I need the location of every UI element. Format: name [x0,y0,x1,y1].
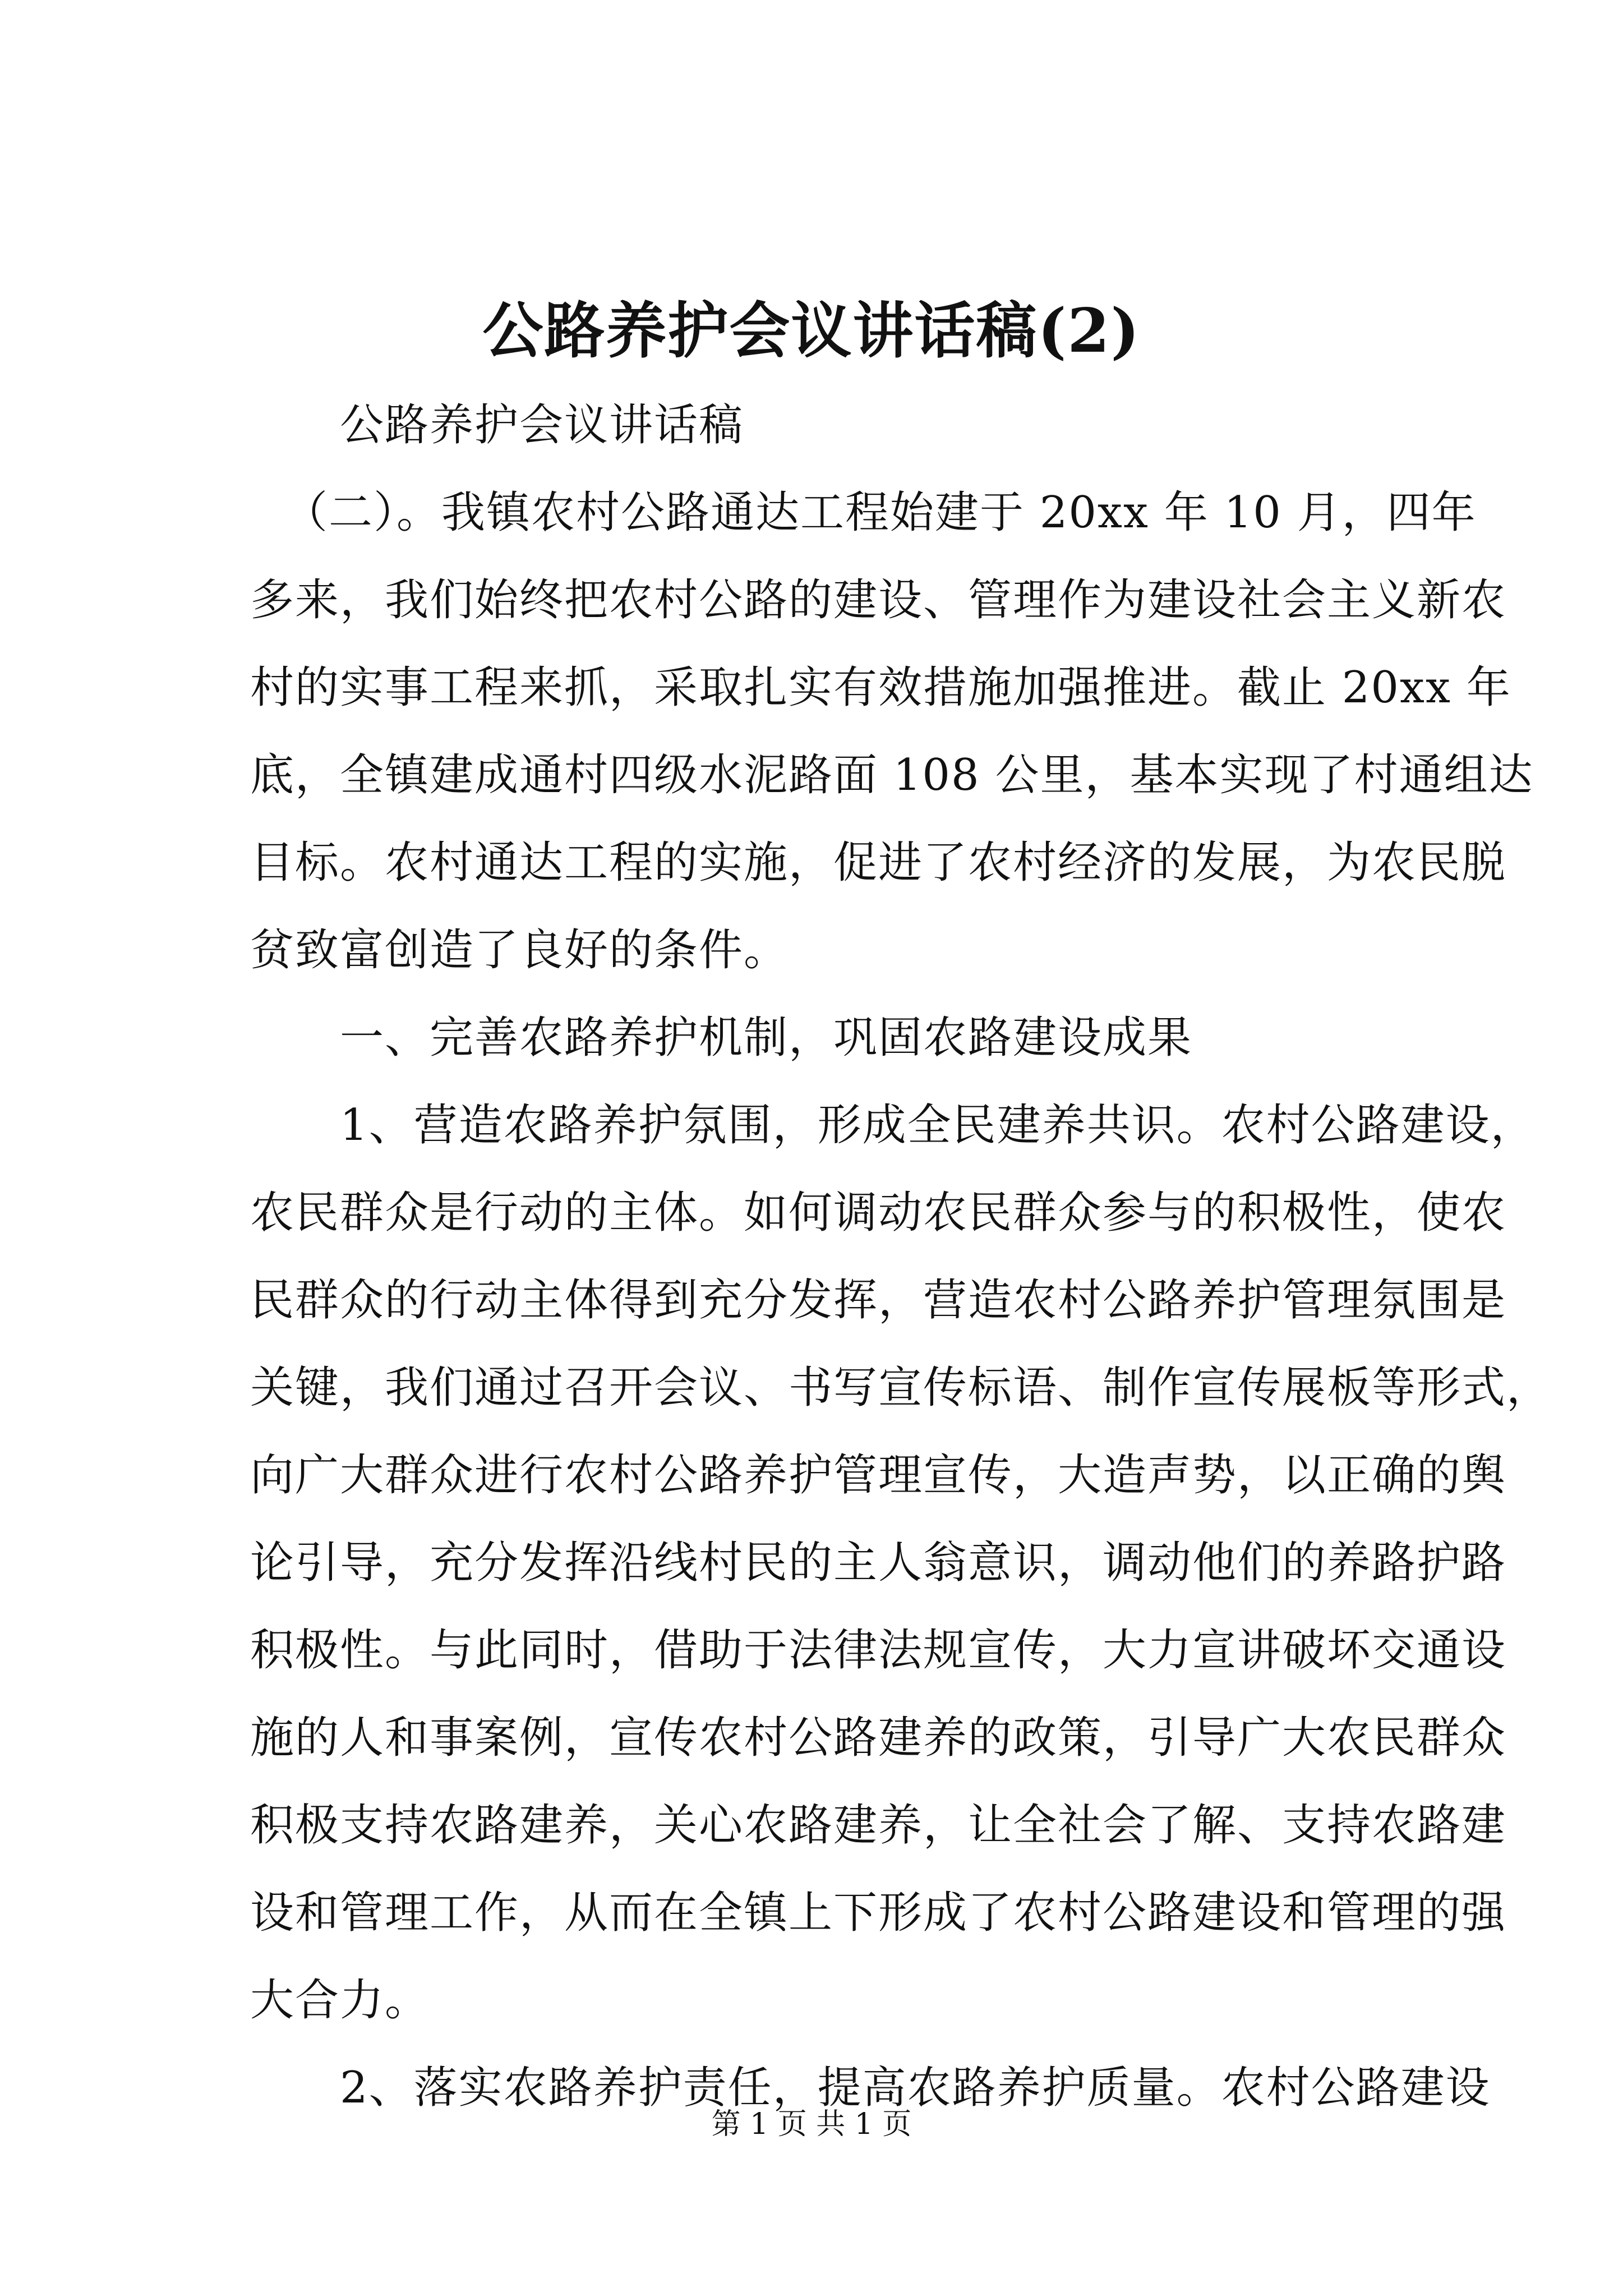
paragraph-line: 积极性。与此同时，借助于法律法规宣传，大力宣讲破坏交通设 [250,1625,1507,1676]
paragraph-line: 论引导，充分发挥沿线村民的主人翁意识，调动他们的养路护路 [250,1538,1507,1588]
paragraph-line: 关键，我们通过召开会议、书写宣传标语、制作宣传展板等形式， [250,1363,1552,1413]
paragraph-line: 一、完善农路养护机制，巩固农路建设成果 [340,1013,1193,1063]
paragraph-line: 底，全镇建成通村四级水泥路面 108 公里，基本实现了村通组达 [250,750,1534,800]
paragraph-subtitle [250,381,1422,469]
paragraph-line: 施的人和事案例，宣传农村公路建养的政策，引导广大农民群众 [250,1713,1507,1763]
paragraph-line: 积极支持农路建养，关心农路建养，让全社会了解、支持农路建 [250,1800,1507,1851]
section-heading [250,994,1422,1082]
page-footer: 第 1 页 共 1 页 [711,2108,912,2141]
paragraph-line: 农民群众是行动的主体。如何调动农民群众参与的积极性，使农 [250,1188,1507,1238]
paragraph-line: 多来，我们始终把农村公路的建设、管理作为建设社会主义新农 [250,575,1507,625]
paragraph-line: 设和管理工作，从而在全镇上下形成了农村公路建设和管理的强 [250,1888,1507,1938]
paragraph-line: 1、营造农路养护氛围，形成全民建养共识。农村公路建设， [340,1100,1536,1151]
document-body [250,381,1552,2132]
paragraph-intro [250,469,1534,994]
paragraph-line: 向广大群众进行农村公路养护管理宣传，大造声势，以正确的舆 [250,1450,1507,1501]
paragraph-line: 目标。农村通达工程的实施，促进了农村经济的发展，为农民脱 [250,838,1507,888]
paragraph-line: 大合力。 [250,1975,430,2026]
paragraph-item-1 [250,1082,1552,2044]
paragraph-line: 公路养护会议讲话稿 [340,400,744,450]
paragraph-line: （二）。我镇农村公路通达工程始建于 20xx 年 10 月，四年 [284,487,1477,538]
document-title: 公路养护会议讲话稿(2) [482,296,1141,366]
paragraph-line: 2、落实农路养护责任，提高农路养护质量。农村公路建设 [340,2063,1491,2113]
paragraph-line: 民群众的行动主体得到充分发挥，营造农村公路养护管理氛围是 [250,1275,1507,1326]
paragraph-line: 贫致富创造了良好的条件。 [250,925,789,976]
paragraph-line: 村的实事工程来抓，采取扎实有效措施加强推进。截止 20xx 年 [250,662,1511,713]
